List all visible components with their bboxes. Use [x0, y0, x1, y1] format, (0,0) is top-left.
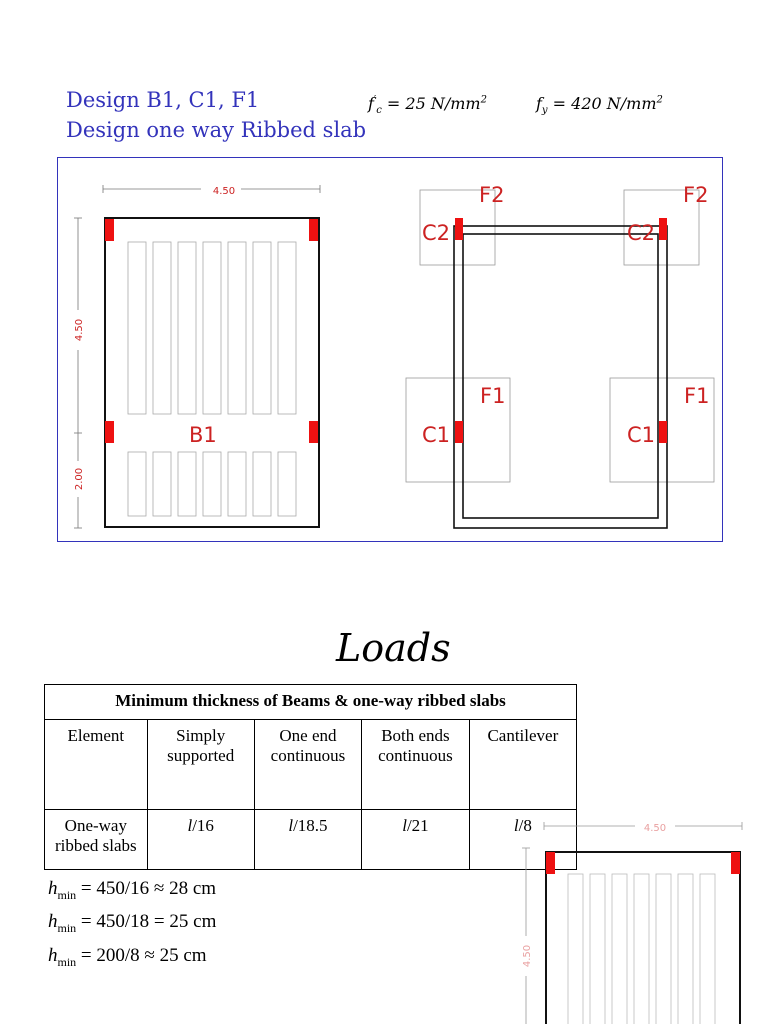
fy-exponent: 2 [656, 94, 663, 106]
rib [228, 452, 246, 516]
rib [656, 874, 671, 1024]
footing-plan [406, 183, 714, 528]
footing-label-f2-right: F2 [683, 183, 709, 207]
hmin-value: = 200/8 ≈ 25 cm [80, 945, 207, 966]
beam-frame-outer [454, 226, 667, 528]
ribs-bottom-panel [128, 452, 296, 516]
column-c1-right [659, 421, 667, 443]
hmin-subscript: min [57, 920, 77, 935]
table-header-row [45, 720, 577, 810]
table-caption: Minimum thickness of Beams & one-way ribbed slabs [45, 685, 577, 720]
rib [253, 452, 271, 516]
fy-value: = 420 N/mm [552, 94, 657, 113]
slab-columns [105, 219, 318, 443]
rib [178, 452, 196, 516]
rib [278, 242, 296, 414]
hmin-symbol: h [48, 945, 58, 966]
second-height-dimension-label: 4.50 [522, 944, 533, 968]
beam-label-b1: B1 [189, 423, 217, 447]
header-cantilever: Cantilever [469, 720, 576, 810]
l-symbol: l [513, 816, 519, 835]
design-title-line-2: Design one way Ribbed slab [66, 118, 367, 142]
footing-label-f1-right: F1 [684, 384, 710, 408]
header-one-end-continuous: One end continuous [254, 720, 361, 810]
column-marker [105, 421, 114, 443]
height-bottom-dimension-label: 2.00 [74, 467, 85, 491]
fc-prime: ′ [373, 94, 377, 106]
loads-heading: Loads [336, 626, 451, 670]
hmin-equation-3 [48, 945, 207, 970]
cell-element: One-way ribbed slabs [45, 810, 148, 870]
rib [590, 874, 605, 1024]
hmin-value: = 450/18 = 25 cm [80, 911, 217, 932]
minimum-thickness-table [44, 684, 577, 870]
rib [203, 242, 221, 414]
second-column-marker-left [546, 852, 555, 874]
header-simply-supported: Simply supported [147, 720, 254, 810]
rib [128, 242, 146, 414]
cell-both-ends-continuous [362, 810, 469, 870]
column-label-c2-left: C2 [422, 221, 451, 245]
frame-columns [455, 218, 667, 443]
column-c1-left [455, 421, 463, 443]
column-marker [309, 421, 318, 443]
rib [253, 242, 271, 414]
cantilever-ratio: /8 [518, 816, 532, 835]
slab-plan [71, 182, 320, 528]
footing-label-f2-left: F2 [479, 183, 505, 207]
table-caption-row [45, 685, 577, 720]
design-title-line-1: Design B1, C1, F1 [66, 88, 260, 112]
rib [128, 452, 146, 516]
width-dimension-label: 4.50 [212, 186, 236, 197]
one-end-ratio: /18.5 [293, 816, 328, 835]
column-label-c2-right: C2 [627, 221, 656, 245]
rib [153, 242, 171, 414]
second-slab-outline [546, 852, 740, 1024]
column-label-c1-left: C1 [422, 423, 451, 447]
simply-ratio: /16 [192, 816, 214, 835]
hmin-value: = 450/16 ≈ 28 cm [80, 878, 217, 899]
rib [568, 874, 583, 1024]
hmin-subscript: min [57, 954, 77, 969]
cell-simply-supported [147, 810, 254, 870]
rib [278, 452, 296, 516]
fy-symbol: f [536, 94, 542, 113]
both-ends-ratio: /21 [406, 816, 429, 835]
fc-formula [368, 94, 487, 116]
fy-formula [536, 94, 663, 116]
hmin-symbol: h [48, 878, 58, 899]
fc-exponent: 2 [480, 94, 487, 106]
rib [678, 874, 693, 1024]
hmin-equation-1 [48, 878, 216, 903]
fy-subscript: y [541, 105, 548, 117]
rib [178, 242, 196, 414]
second-slab-drawing [510, 812, 768, 1024]
column-label-c1-right: C1 [627, 423, 656, 447]
header-element: Element [45, 720, 148, 810]
l-symbol: l [187, 816, 193, 835]
second-ribs [568, 874, 715, 1024]
hmin-equation-2 [48, 911, 216, 936]
structural-plan-drawing [57, 157, 723, 542]
column-c2-right [659, 218, 667, 240]
l-symbol: l [288, 816, 294, 835]
header-both-ends-continuous: Both ends continuous [362, 720, 469, 810]
l-symbol: l [402, 816, 407, 835]
cell-one-end-continuous [254, 810, 361, 870]
rib [612, 874, 627, 1024]
hmin-subscript: min [57, 887, 77, 902]
slab-outline [105, 218, 319, 527]
rib [203, 452, 221, 516]
fc-subscript: c [376, 105, 382, 117]
hmin-symbol: h [48, 911, 58, 932]
rib [228, 242, 246, 414]
table-row [45, 810, 577, 870]
footing-label-f1-left: F1 [480, 384, 506, 408]
column-marker [105, 219, 114, 241]
second-width-dimension-label: 4.50 [643, 823, 667, 834]
beam-frame-inner [463, 234, 658, 518]
rib [700, 874, 715, 1024]
rib [634, 874, 649, 1024]
column-c2-left [455, 218, 463, 240]
second-column-marker-right [731, 852, 740, 874]
fc-value: = 25 N/mm [386, 94, 481, 113]
column-marker [309, 219, 318, 241]
plan-svg [58, 158, 722, 541]
rib [153, 452, 171, 516]
height-top-dimension-label: 4.50 [74, 318, 85, 342]
fc-symbol: f [368, 94, 374, 113]
ribs-top-panel [128, 242, 296, 414]
